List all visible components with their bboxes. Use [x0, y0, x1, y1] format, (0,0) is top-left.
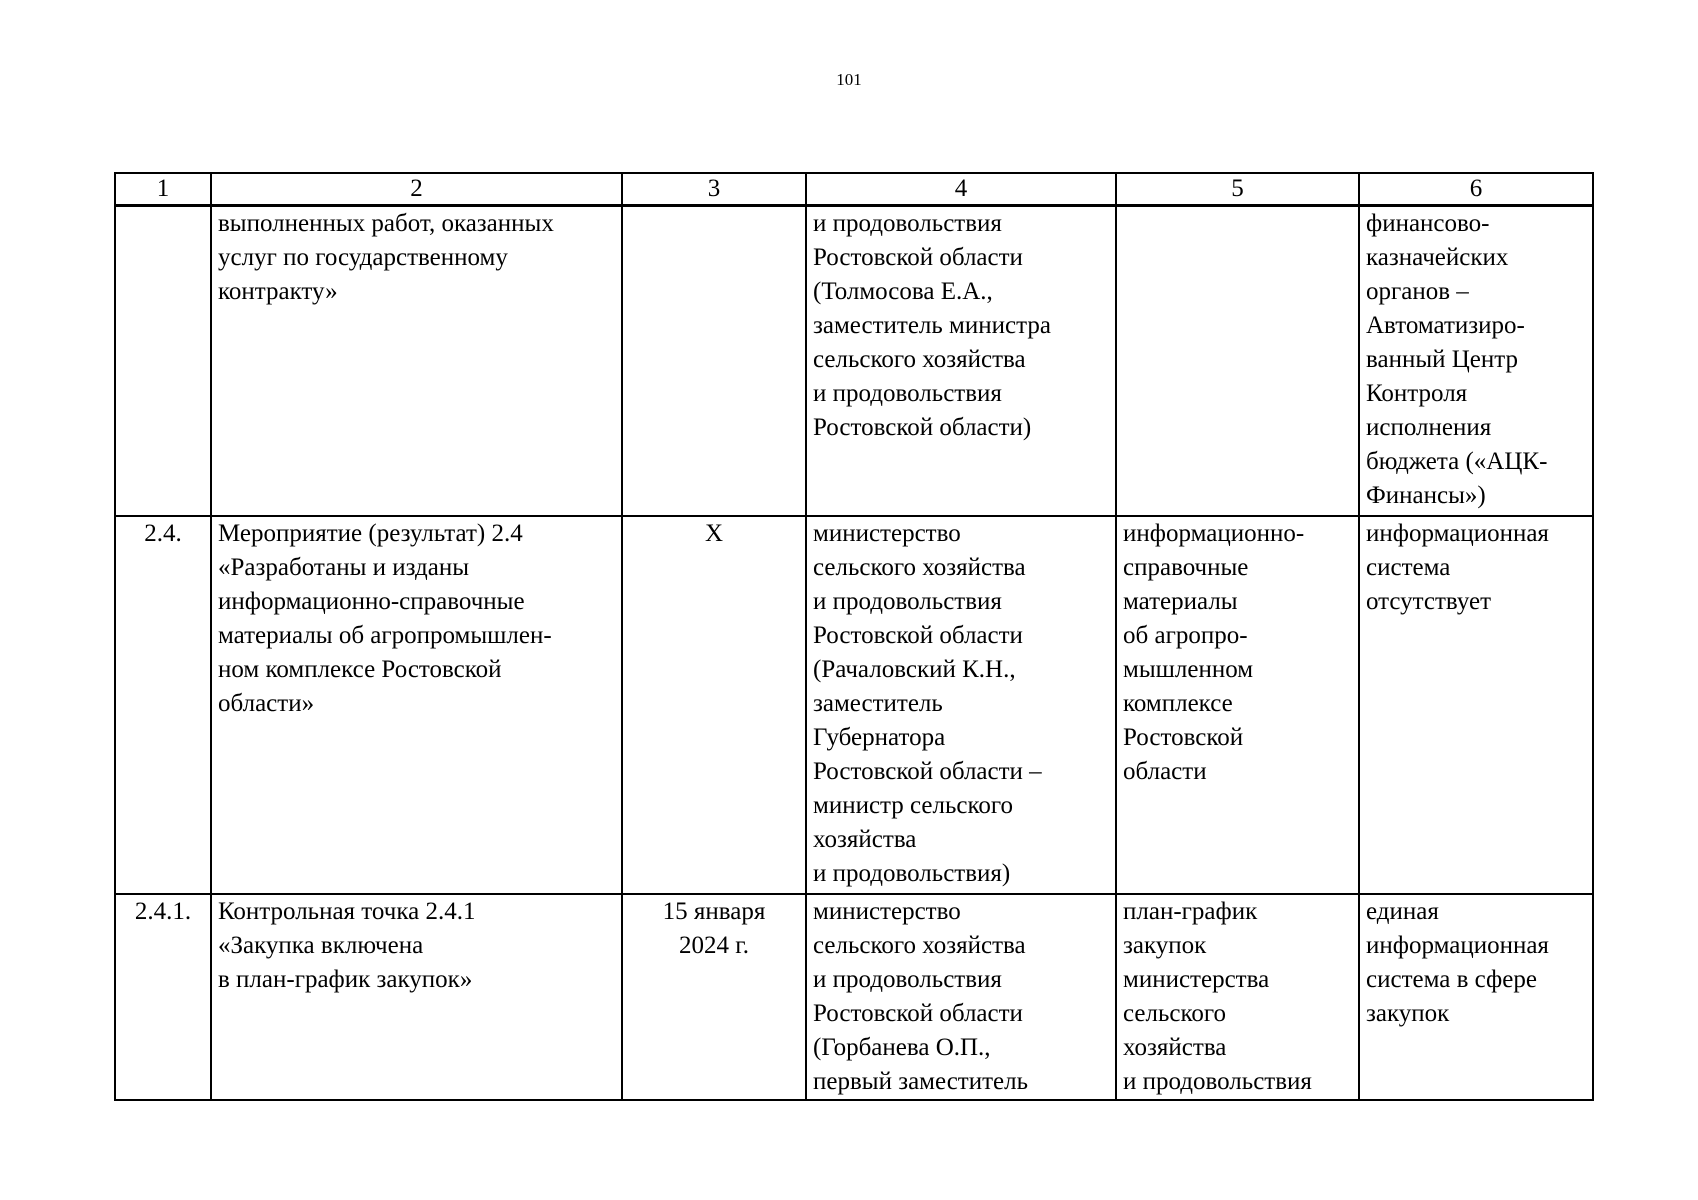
responsible-cell — [806, 894, 1116, 1100]
cell-text-line: система — [1366, 554, 1451, 581]
cell-text-line: Ростовской области – — [813, 758, 1042, 785]
cell-text-line: единая — [1366, 898, 1439, 925]
cell-text-line: министерство — [813, 520, 961, 547]
column-header-2: 2 — [211, 173, 622, 206]
cell-text-line: 15 января — [662, 898, 766, 925]
document-cell — [1116, 206, 1359, 517]
cell-text-line: хозяйства — [1123, 1034, 1227, 1061]
cell-text-line: 2.4.1. — [134, 898, 192, 925]
column-header-4: 4 — [806, 173, 1116, 206]
responsible-cell — [806, 206, 1116, 517]
cell-text-line: Ростовской — [1123, 724, 1244, 751]
cell-text-line: Автоматизиро- — [1366, 312, 1525, 339]
cell-text-line: области — [1123, 758, 1207, 785]
cell-text-line: информационная — [1366, 932, 1549, 959]
number-cell — [115, 206, 211, 517]
cell-text-line: ванный Центр — [1366, 346, 1519, 373]
cell-text-line: информационно-справочные — [218, 588, 525, 615]
cell-text-line: министерства — [1123, 966, 1270, 993]
table-row — [115, 516, 1593, 894]
cell-text-line: области» — [218, 690, 315, 717]
cell-text-line: заместитель — [813, 690, 943, 717]
cell-text-line: материалы — [1123, 588, 1238, 615]
name-cell — [211, 206, 622, 517]
cell-text-line: казначейских — [1366, 244, 1509, 271]
document-cell — [1116, 894, 1359, 1100]
cell-text-line: сельского хозяйства — [813, 554, 1026, 581]
cell-text-line: министерство — [813, 898, 961, 925]
information-system-cell — [1359, 206, 1593, 517]
cell-text-line: и продовольствия — [813, 588, 1002, 615]
deadline-cell — [622, 894, 806, 1100]
cell-text-line: «Разработаны и изданы — [218, 554, 470, 581]
cell-text-line: Финансы») — [1366, 482, 1486, 509]
cell-text-line: Ростовской области — [813, 1000, 1023, 1027]
cell-text-line: и продовольствия — [1123, 1068, 1312, 1095]
page-number: 101 — [836, 70, 862, 89]
name-cell — [211, 894, 622, 1100]
column-header-1: 1 — [115, 173, 211, 206]
cell-text-line: Ростовской области — [813, 244, 1023, 271]
cell-text-line: план-график — [1123, 898, 1258, 925]
name-cell — [211, 516, 622, 894]
cell-text-line: мышленном — [1123, 656, 1254, 683]
information-system-cell — [1359, 894, 1593, 1100]
table-row — [115, 894, 1593, 1100]
cell-text-line: система в сфере — [1366, 966, 1537, 993]
column-header-5: 5 — [1116, 173, 1359, 206]
column-header-3: 3 — [622, 173, 806, 206]
cell-text-line: комплексе — [1123, 690, 1233, 717]
information-system-cell — [1359, 516, 1593, 894]
cell-text-line: материалы об агропромышлен- — [218, 622, 552, 649]
cell-text-line: (Горбанева О.П., — [813, 1034, 991, 1061]
cell-text-line: Мероприятие (результат) 2.4 — [218, 520, 523, 547]
column-header-6: 6 — [1359, 173, 1593, 206]
cell-text-line: и продовольствия — [813, 210, 1002, 237]
activities-table — [114, 172, 1594, 1101]
cell-text-line: закупок — [1123, 932, 1207, 959]
cell-text-line: справочные — [1123, 554, 1249, 581]
document-cell — [1116, 516, 1359, 894]
cell-text-line: сельского хозяйства — [813, 346, 1026, 373]
cell-text-line: сельского хозяйства — [813, 932, 1026, 959]
cell-text-line: исполнения — [1366, 414, 1492, 441]
cell-text-line: хозяйства — [813, 826, 917, 853]
cell-text-line: министр сельского — [813, 792, 1014, 819]
cell-text-line: информационная — [1366, 520, 1549, 547]
cell-text-line: бюджета («АЦК- — [1366, 448, 1548, 475]
deadline-cell — [622, 206, 806, 517]
cell-text-line: «Закупка включена — [218, 932, 424, 959]
number-cell — [115, 516, 211, 894]
cell-text-line: первый заместитель — [813, 1068, 1029, 1095]
cell-text-line: заместитель министра — [813, 312, 1051, 339]
cell-text-line: и продовольствия — [813, 966, 1002, 993]
responsible-cell — [806, 516, 1116, 894]
cell-text-line: информационно- — [1123, 520, 1305, 547]
cell-text-line: выполненных работ, оказанных — [218, 210, 554, 237]
cell-text-line: в план-график закупок» — [218, 966, 473, 993]
cell-text-line: отсутствует — [1366, 588, 1492, 615]
deadline-cell — [622, 516, 806, 894]
cell-text-line: X — [704, 520, 724, 547]
cell-text-line: Контроля — [1366, 380, 1468, 407]
number-cell — [115, 894, 211, 1100]
cell-text-line: об агропро- — [1123, 622, 1248, 649]
cell-text-line: (Рачаловский К.Н., — [813, 656, 1016, 683]
cell-text-line: закупок — [1366, 1000, 1450, 1027]
cell-text-line: Ростовской области — [813, 622, 1023, 649]
cell-text-line: контракту» — [218, 278, 338, 305]
cell-text-line: Ростовской области) — [813, 414, 1032, 441]
cell-text-line: органов – — [1366, 278, 1469, 305]
cell-text-line: сельского — [1123, 1000, 1226, 1027]
cell-text-line: финансово- — [1366, 210, 1490, 237]
cell-text-line: и продовольствия) — [813, 860, 1011, 887]
cell-text-line: и продовольствия — [813, 380, 1002, 407]
cell-text-line: Контрольная точка 2.4.1 — [218, 898, 476, 925]
cell-text-line: Губернатора — [813, 724, 946, 751]
cell-text-line: 2.4. — [144, 520, 182, 547]
table-header-row — [115, 173, 1593, 206]
cell-text-line: услуг по государственному — [218, 244, 508, 271]
table-row — [115, 206, 1593, 517]
cell-text-line: 2024 г. — [679, 932, 749, 959]
cell-text-line: (Толмосова Е.А., — [813, 278, 993, 305]
cell-text-line: ном комплексе Ростовской — [218, 656, 502, 683]
